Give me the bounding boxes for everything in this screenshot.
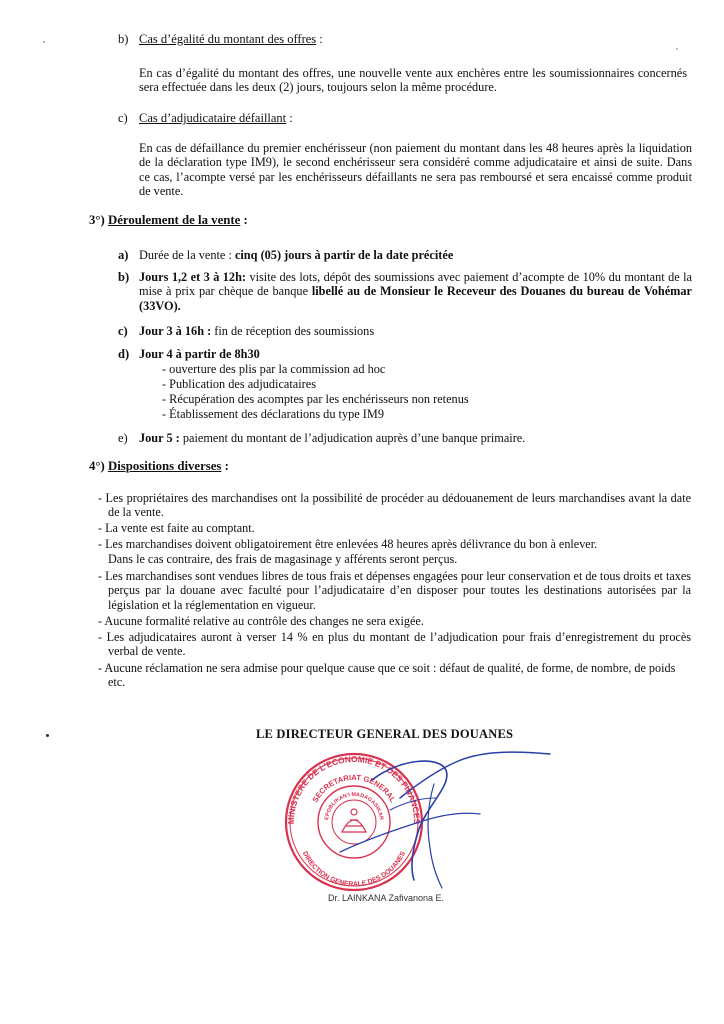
item-a-letter: a): [118, 248, 129, 262]
disposition-item: - Aucune formalité relative au contrôle des changes ne sera exigée.: [98, 614, 424, 628]
item-c-text: [139, 324, 374, 338]
item-e-text: [139, 431, 525, 445]
section-3-heading: [89, 213, 248, 228]
item-e-normal: paiement du montant de l’adjudication auprès d’une banque primaire.: [179, 431, 526, 445]
stamp-middle-text: SECRETARIAT GENERAL: [310, 772, 398, 804]
disposition-item: - Aucune réclamation ne sera admise pour quelque cause que ce soit : défaut de qualité, de forme, de nombre, de poids etc.: [98, 661, 676, 690]
scan-speck: [43, 41, 45, 43]
item-c-letter: c): [118, 324, 128, 338]
item-d-subitem: - Établissement des déclarations du type IM9: [162, 407, 384, 421]
item-d-bold: Jour 4 à partir de 8h30: [139, 347, 260, 361]
disposition-item: - Les marchandises sont vendues libres de tous frais et dépenses engagées pour leur conservation et de tous droits et taxes perçus par la douane avec faculté pour l’adjudicataire d’en disposer pour toutes les destinations autorisées par la législation et la réglementation en vigueur.: [98, 569, 691, 612]
signature-title: LE DIRECTEUR GENERAL DES DOUANES: [256, 727, 514, 741]
item-d-subitem: - Récupération des acomptes par les enchérisseurs non retenus: [162, 392, 469, 406]
stamp-emblem: [342, 809, 366, 832]
item-b-bold-2: libellé au de Monsieur le Receveur des Douanes du bureau de Vohémar (33VO).: [139, 284, 692, 313]
stamp-inner-text: EPOBLIKAN'I MADAGASIKAR: [324, 791, 384, 821]
section-c-letter: c): [118, 111, 128, 125]
section-4-title: Dispositions diverses: [107, 459, 222, 473]
item-b-text: [139, 270, 692, 313]
section-c-colon: :: [286, 111, 293, 125]
item-a-normal: Durée de la vente :: [139, 248, 235, 262]
item-a-text: [139, 248, 689, 262]
scan-speck: [46, 734, 49, 737]
section-b-colon: :: [316, 32, 323, 46]
section-3-number: 3°): [89, 213, 105, 227]
item-d-letter: d): [118, 347, 130, 361]
stamp-outer-text: MINISTERE DE L'ECONOMIE ET DES FINANCES: [285, 753, 423, 825]
section-b-title: Cas d’égalité du montant des offres: [139, 32, 317, 46]
section-c-heading: [139, 111, 293, 126]
section-b-heading: [139, 32, 323, 47]
item-e-bold: Jour 5 :: [139, 431, 180, 445]
disposition-item: - La vente est faite au comptant.: [98, 521, 255, 535]
section-4-number: 4°): [89, 459, 105, 473]
section-3-colon: :: [240, 213, 248, 227]
item-c-bold: Jour 3 à 16h :: [139, 324, 212, 338]
item-b-bold-1: Jours 1,2 et 3 à 12h:: [139, 270, 247, 284]
section-b-letter: b): [118, 32, 129, 46]
disposition-item: Dans le cas contraire, des frais de magasinage y afférents seront perçus.: [108, 552, 458, 566]
section-4-heading: [89, 459, 229, 474]
item-d-subitem: - Publication des adjudicataires: [162, 377, 317, 391]
item-c-normal: fin de réception des soumissions: [211, 324, 375, 338]
item-e-letter: e): [118, 431, 128, 445]
section-b-text: En cas d’égalité du montant des offres, une nouvelle vente aux enchères entre les soumissionnaires concernés sera effectuée dans les deux (2) jours, toujours selon la même procédure.: [139, 66, 687, 95]
signatory-name: Dr. LAINKANA Zafivanona E.: [328, 893, 445, 903]
item-d-subitem: - ouverture des plis par la commission ad hoc: [162, 362, 386, 376]
disposition-item: - Les propriétaires des marchandises ont la possibilité de procéder au dédouanement de leurs marchandises avant la date de la vente.: [98, 491, 691, 520]
stamp-bottom-text: DIRECTION GENERALE DES DOUANES: [300, 850, 408, 889]
section-c-text: En cas de défaillance du premier enchérisseur (non paiement du montant dans les 48 heures après la liquidation de la déclaration type IM9), le second enchérisseur sera considéré comme adjudicataire et ainsi de suite. Dans ce cas, l’acompte versé par les enchérisseurs défaillants ne sera pas remboursé et sera encaissé comme produit de vente.: [139, 141, 692, 199]
section-c-title: Cas d’adjudicataire défaillant: [139, 111, 287, 125]
disposition-item: - Les adjudicataires auront à verser 14 % en plus du montant de l’adjudication pour frais d’enregistrement du procès verbal de vente.: [98, 630, 691, 659]
item-a-bold: cinq (05) jours à partir de la date précitée: [234, 248, 454, 262]
item-b-letter: b): [118, 270, 130, 284]
section-4-colon: :: [221, 459, 229, 473]
scan-speck: [676, 48, 678, 50]
disposition-item: - Les marchandises doivent obligatoirement être enlevées 48 heures après délivrance du bon à enlever.: [98, 537, 598, 551]
section-3-title: Déroulement de la vente: [107, 213, 241, 227]
handwritten-signature: [340, 752, 550, 888]
item-b-normal: visite des lots, dépôt des soumissions avec paiement d’acompte de 10% du montant de la mise à prix par chèque de banque: [139, 270, 692, 299]
